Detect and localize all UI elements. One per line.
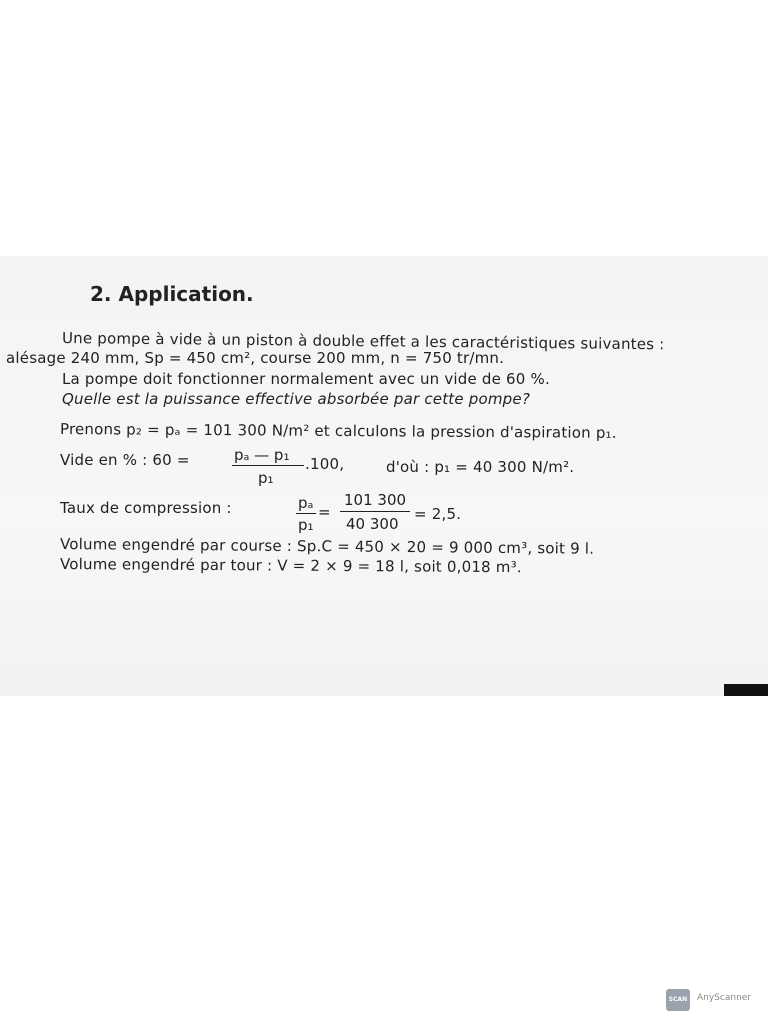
document-paper <box>0 256 768 696</box>
vide-fraction-bar <box>232 465 304 466</box>
equals-sign: = <box>318 503 331 521</box>
text-line-4: Quelle est la puissance effective absorbée par cette pompe? <box>62 390 530 408</box>
section-heading: 2. Application. <box>90 282 254 306</box>
text-line-2: alésage 240 mm, Sp = 450 cm², course 200 mm, n = 750 tr/mn. <box>6 349 505 367</box>
vide-result: d'où : p₁ = 40 300 N/m². <box>386 458 575 476</box>
text-line-1: Une pompe à vide à un piston à double effet a les caractéristiques suivantes : <box>61 329 665 354</box>
scanner-logo-icon: SCAN <box>666 989 690 1011</box>
vide-prefix: Vide en % : 60 = <box>60 451 190 469</box>
taux-fraction-bar-2 <box>340 511 410 512</box>
taux-fraction-bar-1 <box>296 513 316 514</box>
scanner-app-name: AnyScanner <box>697 993 752 1003</box>
text-line-volume-tour: Volume engendré par tour : V = 2 × 9 = 18 l, soit 0,018 m³. <box>59 555 522 577</box>
vide-suffix: .100, <box>305 455 345 473</box>
taux-prefix: Taux de compression : <box>60 499 232 517</box>
text-line-volume-course: Volume engendré par course : Sp.C = 450 × 20 = 9 000 cm³, soit 9 l. <box>59 535 595 558</box>
taux-suffix: = 2,5. <box>414 505 462 523</box>
text-line-5: Prenons p₂ = pₐ = 101 300 N/m² et calculons la pression d'aspiration p₁. <box>59 420 617 442</box>
taux-denominator-2: 40 300 <box>346 515 399 533</box>
vide-denominator: p₁ <box>258 469 274 487</box>
vide-numerator: pₐ — p₁ <box>234 446 290 464</box>
taux-denominator-1: p₁ <box>298 516 314 534</box>
page-edge-shadow <box>724 684 768 696</box>
taux-numerator-1: pₐ <box>298 494 314 512</box>
taux-numerator-2: 101 300 <box>344 491 407 509</box>
text-line-3: La pompe doit fonctionner normalement avec un vide de 60 %. <box>62 370 550 388</box>
